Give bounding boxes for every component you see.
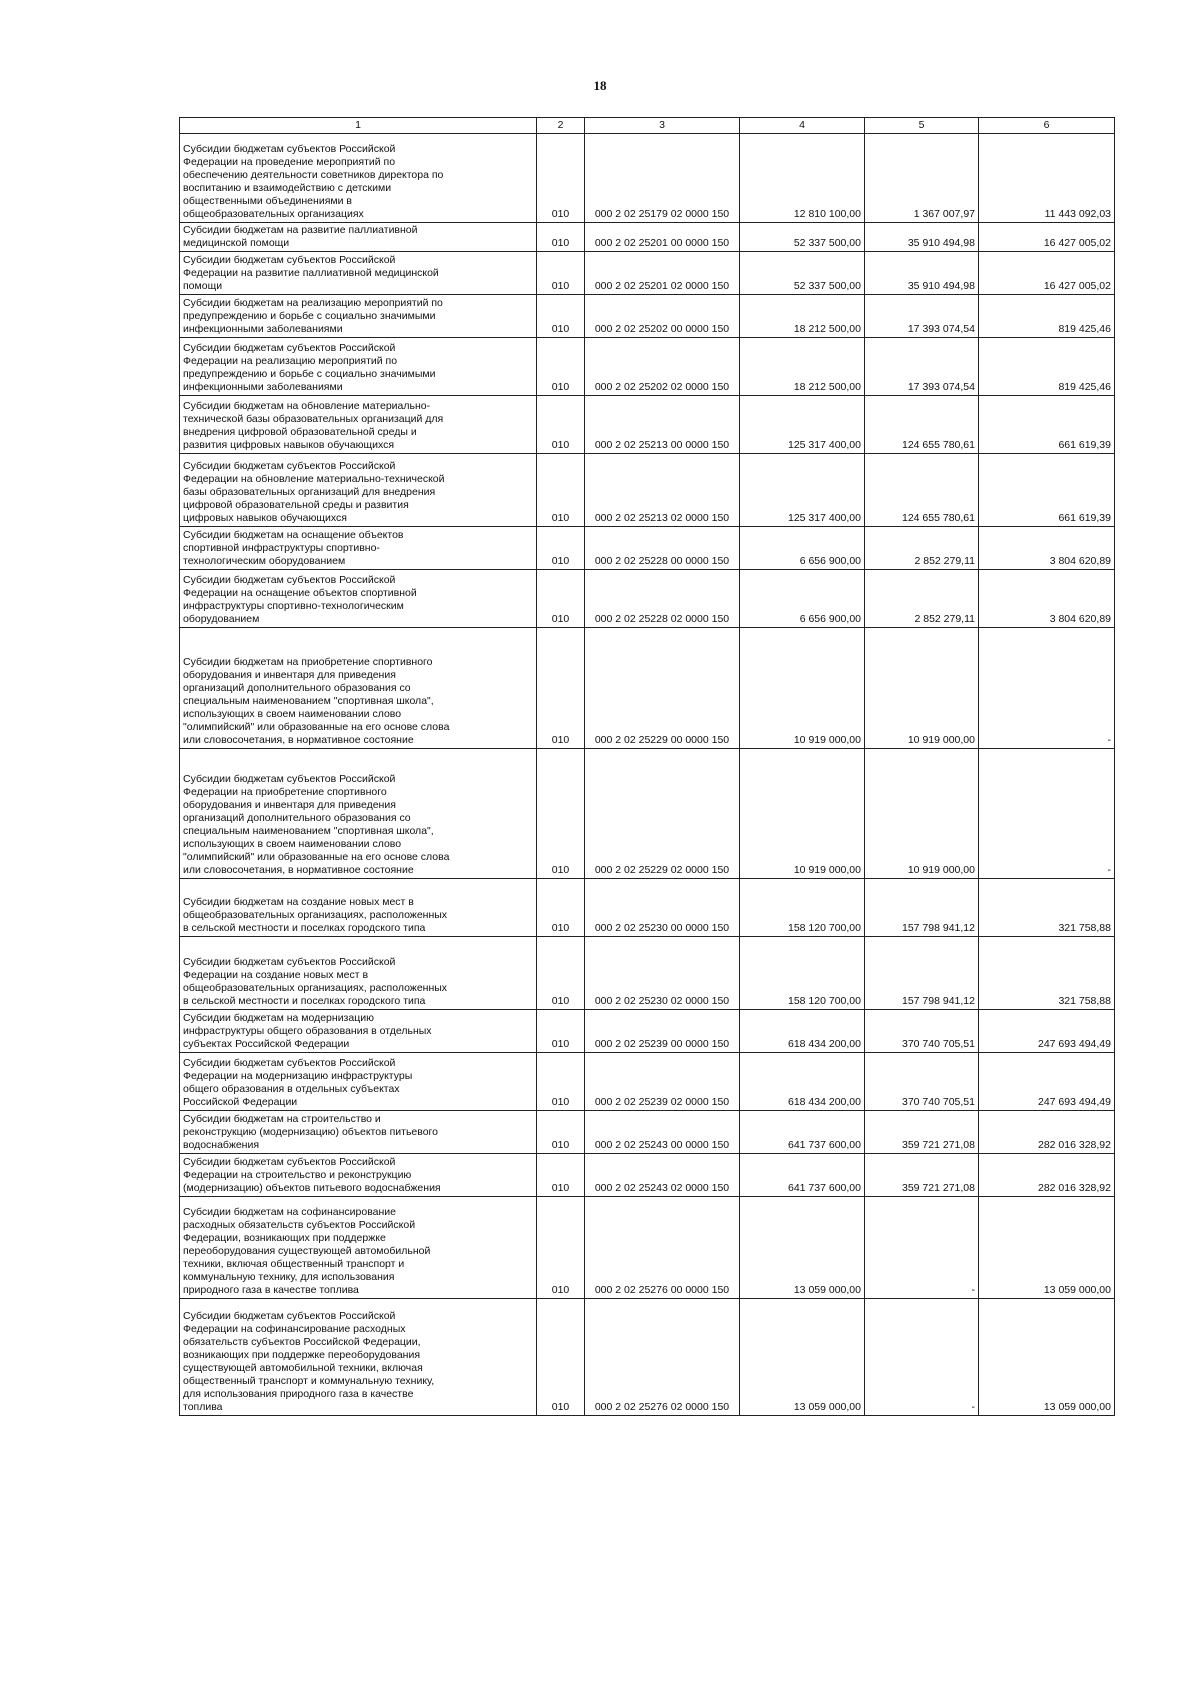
column-header-6: 6 — [979, 118, 1115, 134]
row-budget-code: 000 2 02 25202 00 0000 150 — [585, 295, 740, 338]
row-remaining-amount: 13 059 000,00 — [979, 1197, 1115, 1299]
row-executed-amount: 2 852 279,11 — [865, 527, 979, 570]
row-remaining-amount: 3 804 620,89 — [979, 570, 1115, 628]
row-budget-code: 000 2 02 25228 00 0000 150 — [585, 527, 740, 570]
row-budget-code: 000 2 02 25276 00 0000 150 — [585, 1197, 740, 1299]
table-row — [180, 1154, 1115, 1197]
row-executed-amount: 157 798 941,12 — [865, 937, 979, 1010]
table-row — [180, 252, 1115, 295]
row-budget-code: 000 2 02 25230 02 0000 150 — [585, 937, 740, 1010]
row-remaining-amount: 819 425,46 — [979, 295, 1115, 338]
row-description: Субсидии бюджетам субъектов Российской Федерации на строительство и реконструкцию (модернизацию) объектов питьевого водоснабжения — [180, 1154, 537, 1197]
row-description: Субсидии бюджетам на приобретение спортивного оборудования и инвентаря для приведения организаций дополнительного образования со специальным наименованием "спортивная школа", использующих в своем наименовании слово "олимпийский" или образованные на его основе слова или словосочетания, в нормативное состояние — [180, 628, 537, 749]
row-plan-amount: 618 434 200,00 — [740, 1010, 865, 1053]
table-row — [180, 749, 1115, 879]
row-budget-code: 000 2 02 25228 02 0000 150 — [585, 570, 740, 628]
row-admin-code: 010 — [537, 570, 585, 628]
row-admin-code: 010 — [537, 1154, 585, 1197]
row-plan-amount: 6 656 900,00 — [740, 527, 865, 570]
row-plan-amount: 641 737 600,00 — [740, 1111, 865, 1154]
row-budget-code: 000 2 02 25230 00 0000 150 — [585, 879, 740, 937]
row-executed-amount: 1 367 007,97 — [865, 134, 979, 223]
table-row — [180, 937, 1115, 1010]
table-row — [180, 1053, 1115, 1111]
row-description: Субсидии бюджетам на оснащение объектов спортивной инфраструктуры спортивно- технологическим оборудованием — [180, 527, 537, 570]
row-remaining-amount: 16 427 005,02 — [979, 223, 1115, 252]
table-row — [180, 1010, 1115, 1053]
table-row — [180, 879, 1115, 937]
table-row — [180, 1111, 1115, 1154]
row-plan-amount: 10 919 000,00 — [740, 628, 865, 749]
table-row — [180, 223, 1115, 252]
row-admin-code: 010 — [537, 1197, 585, 1299]
row-remaining-amount: 3 804 620,89 — [979, 527, 1115, 570]
row-budget-code: 000 2 02 25213 00 0000 150 — [585, 396, 740, 454]
row-description: Субсидии бюджетам субъектов Российской Федерации на обновление материально-технической базы образовательных организаций для внедрения цифровой образовательной среды и развития цифровых навыков обучающихся — [180, 454, 537, 527]
row-admin-code: 010 — [537, 223, 585, 252]
row-plan-amount: 158 120 700,00 — [740, 937, 865, 1010]
row-executed-amount: 35 910 494,98 — [865, 252, 979, 295]
column-header-4: 4 — [740, 118, 865, 134]
row-executed-amount: 370 740 705,51 — [865, 1053, 979, 1111]
row-remaining-amount: 819 425,46 — [979, 338, 1115, 396]
row-remaining-amount: 16 427 005,02 — [979, 252, 1115, 295]
row-plan-amount: 641 737 600,00 — [740, 1154, 865, 1197]
row-budget-code: 000 2 02 25229 00 0000 150 — [585, 628, 740, 749]
row-budget-code: 000 2 02 25243 02 0000 150 — [585, 1154, 740, 1197]
table-row — [180, 570, 1115, 628]
row-executed-amount: 17 393 074,54 — [865, 295, 979, 338]
row-executed-amount: 124 655 780,61 — [865, 396, 979, 454]
row-executed-amount: 359 721 271,08 — [865, 1154, 979, 1197]
row-plan-amount: 618 434 200,00 — [740, 1053, 865, 1111]
row-description: Субсидии бюджетам субъектов Российской Федерации на оснащение объектов спортивной инфраструктуры спортивно-технологическим оборудованием — [180, 570, 537, 628]
row-executed-amount: 124 655 780,61 — [865, 454, 979, 527]
row-admin-code: 010 — [537, 396, 585, 454]
table-row — [180, 628, 1115, 749]
row-plan-amount: 158 120 700,00 — [740, 879, 865, 937]
table-row — [180, 1299, 1115, 1416]
row-description: Субсидии бюджетам на создание новых мест в общеобразовательных организациях, расположенных в сельской местности и поселках городского типа — [180, 879, 537, 937]
row-description: Субсидии бюджетам субъектов Российской Федерации на развитие паллиативной медицинской помощи — [180, 252, 537, 295]
row-plan-amount: 18 212 500,00 — [740, 338, 865, 396]
row-admin-code: 010 — [537, 1111, 585, 1154]
page-number: 18 — [593, 78, 607, 93]
row-remaining-amount: 661 619,39 — [979, 396, 1115, 454]
row-admin-code: 010 — [537, 338, 585, 396]
row-budget-code: 000 2 02 25202 02 0000 150 — [585, 338, 740, 396]
row-description: Субсидии бюджетам субъектов Российской Федерации на реализацию мероприятий по предупреждению и борьбе с социально значимыми инфекционными заболеваниями — [180, 338, 537, 396]
row-plan-amount: 125 317 400,00 — [740, 396, 865, 454]
column-header-3: 3 — [585, 118, 740, 134]
row-plan-amount: 125 317 400,00 — [740, 454, 865, 527]
column-header-5: 5 — [865, 118, 979, 134]
row-plan-amount: 10 919 000,00 — [740, 749, 865, 879]
row-remaining-amount: 13 059 000,00 — [979, 1299, 1115, 1416]
table-row — [180, 396, 1115, 454]
row-description: Субсидии бюджетам субъектов Российской Федерации на модернизацию инфраструктуры общего образования в отдельных субъектах Российской Федерации — [180, 1053, 537, 1111]
row-admin-code: 010 — [537, 1053, 585, 1111]
row-remaining-amount: - — [979, 749, 1115, 879]
row-admin-code: 010 — [537, 749, 585, 879]
row-admin-code: 010 — [537, 134, 585, 223]
row-budget-code: 000 2 02 25213 02 0000 150 — [585, 454, 740, 527]
row-remaining-amount: 321 758,88 — [979, 879, 1115, 937]
row-plan-amount: 52 337 500,00 — [740, 252, 865, 295]
row-remaining-amount: 247 693 494,49 — [979, 1053, 1115, 1111]
row-executed-amount: 157 798 941,12 — [865, 879, 979, 937]
row-budget-code: 000 2 02 25179 02 0000 150 — [585, 134, 740, 223]
row-budget-code: 000 2 02 25201 02 0000 150 — [585, 252, 740, 295]
row-description: Субсидии бюджетам на модернизацию инфраструктуры общего образования в отдельных субъектах Российской Федерации — [180, 1010, 537, 1053]
row-remaining-amount: 11 443 092,03 — [979, 134, 1115, 223]
row-description: Субсидии бюджетам на строительство и реконструкцию (модернизацию) объектов питьевого водоснабжения — [180, 1111, 537, 1154]
row-description: Субсидии бюджетам субъектов Российской Федерации на софинансирование расходных обязательств субъектов Российской Федерации, возникающих при поддержке переоборудования существующей автомобильной техники, включая общественный транспорт и коммунальную технику, для использования природного газа в качестве топлива — [180, 1299, 537, 1416]
table-row — [180, 1197, 1115, 1299]
table-row — [180, 454, 1115, 527]
row-description: Субсидии бюджетам на софинансирование расходных обязательств субъектов Российской Федерации, возникающих при поддержке переоборудования существующей автомобильной техники, включая общественный транспорт и коммунальную технику, для использования природного газа в качестве топлива — [180, 1197, 537, 1299]
row-plan-amount: 13 059 000,00 — [740, 1299, 865, 1416]
row-description: Субсидии бюджетам субъектов Российской Федерации на проведение мероприятий по обеспечению деятельности советников директора по воспитанию и взаимодействию с детскими общественными объединениями в общеобразовательных организациях — [180, 134, 537, 223]
row-executed-amount: 10 919 000,00 — [865, 749, 979, 879]
row-plan-amount: 6 656 900,00 — [740, 570, 865, 628]
row-admin-code: 010 — [537, 454, 585, 527]
column-header-2: 2 — [537, 118, 585, 134]
row-description: Субсидии бюджетам на реализацию мероприятий по предупреждению и борьбе с социально значимыми инфекционными заболеваниями — [180, 295, 537, 338]
row-admin-code: 010 — [537, 527, 585, 570]
row-budget-code: 000 2 02 25239 00 0000 150 — [585, 1010, 740, 1053]
row-plan-amount: 12 810 100,00 — [740, 134, 865, 223]
row-admin-code: 010 — [537, 252, 585, 295]
table-row — [180, 295, 1115, 338]
row-admin-code: 010 — [537, 628, 585, 749]
row-remaining-amount: 282 016 328,92 — [979, 1154, 1115, 1197]
row-remaining-amount: 247 693 494,49 — [979, 1010, 1115, 1053]
column-header-1: 1 — [180, 118, 537, 134]
row-plan-amount: 52 337 500,00 — [740, 223, 865, 252]
row-admin-code: 010 — [537, 879, 585, 937]
row-remaining-amount: 282 016 328,92 — [979, 1111, 1115, 1154]
table-row — [180, 527, 1115, 570]
row-admin-code: 010 — [537, 295, 585, 338]
row-executed-amount: 370 740 705,51 — [865, 1010, 979, 1053]
budget-table — [179, 117, 1115, 1416]
table-body — [180, 134, 1115, 1416]
row-executed-amount: - — [865, 1197, 979, 1299]
row-executed-amount: 2 852 279,11 — [865, 570, 979, 628]
row-budget-code: 000 2 02 25229 02 0000 150 — [585, 749, 740, 879]
row-budget-code: 000 2 02 25243 00 0000 150 — [585, 1111, 740, 1154]
row-description: Субсидии бюджетам субъектов Российской Федерации на создание новых мест в общеобразовательных организациях, расположенных в сельской местности и поселках городского типа — [180, 937, 537, 1010]
table-row — [180, 338, 1115, 396]
row-remaining-amount: - — [979, 628, 1115, 749]
row-admin-code: 010 — [537, 1299, 585, 1416]
row-remaining-amount: 321 758,88 — [979, 937, 1115, 1010]
row-executed-amount: 359 721 271,08 — [865, 1111, 979, 1154]
row-executed-amount: 10 919 000,00 — [865, 628, 979, 749]
row-plan-amount: 18 212 500,00 — [740, 295, 865, 338]
row-description: Субсидии бюджетам на обновление материально- технической базы образовательных организаций для внедрения цифровой образовательной среды и развития цифровых навыков обучающихся — [180, 396, 537, 454]
row-budget-code: 000 2 02 25276 02 0000 150 — [585, 1299, 740, 1416]
row-executed-amount: - — [865, 1299, 979, 1416]
row-budget-code: 000 2 02 25239 02 0000 150 — [585, 1053, 740, 1111]
row-budget-code: 000 2 02 25201 00 0000 150 — [585, 223, 740, 252]
row-executed-amount: 35 910 494,98 — [865, 223, 979, 252]
row-admin-code: 010 — [537, 937, 585, 1010]
row-description: Субсидии бюджетам субъектов Российской Федерации на приобретение спортивного оборудования и инвентаря для приведения организаций дополнительного образования со специальным наименованием "спортивная школа", использующих в своем наименовании слово "олимпийский" или образованные на его основе слова или словосочетания, в нормативное состояние — [180, 749, 537, 879]
row-admin-code: 010 — [537, 1010, 585, 1053]
table-header-row — [180, 118, 1115, 134]
table-row — [180, 134, 1115, 223]
row-description: Субсидии бюджетам на развитие паллиативной медицинской помощи — [180, 223, 537, 252]
row-plan-amount: 13 059 000,00 — [740, 1197, 865, 1299]
row-executed-amount: 17 393 074,54 — [865, 338, 979, 396]
row-remaining-amount: 661 619,39 — [979, 454, 1115, 527]
